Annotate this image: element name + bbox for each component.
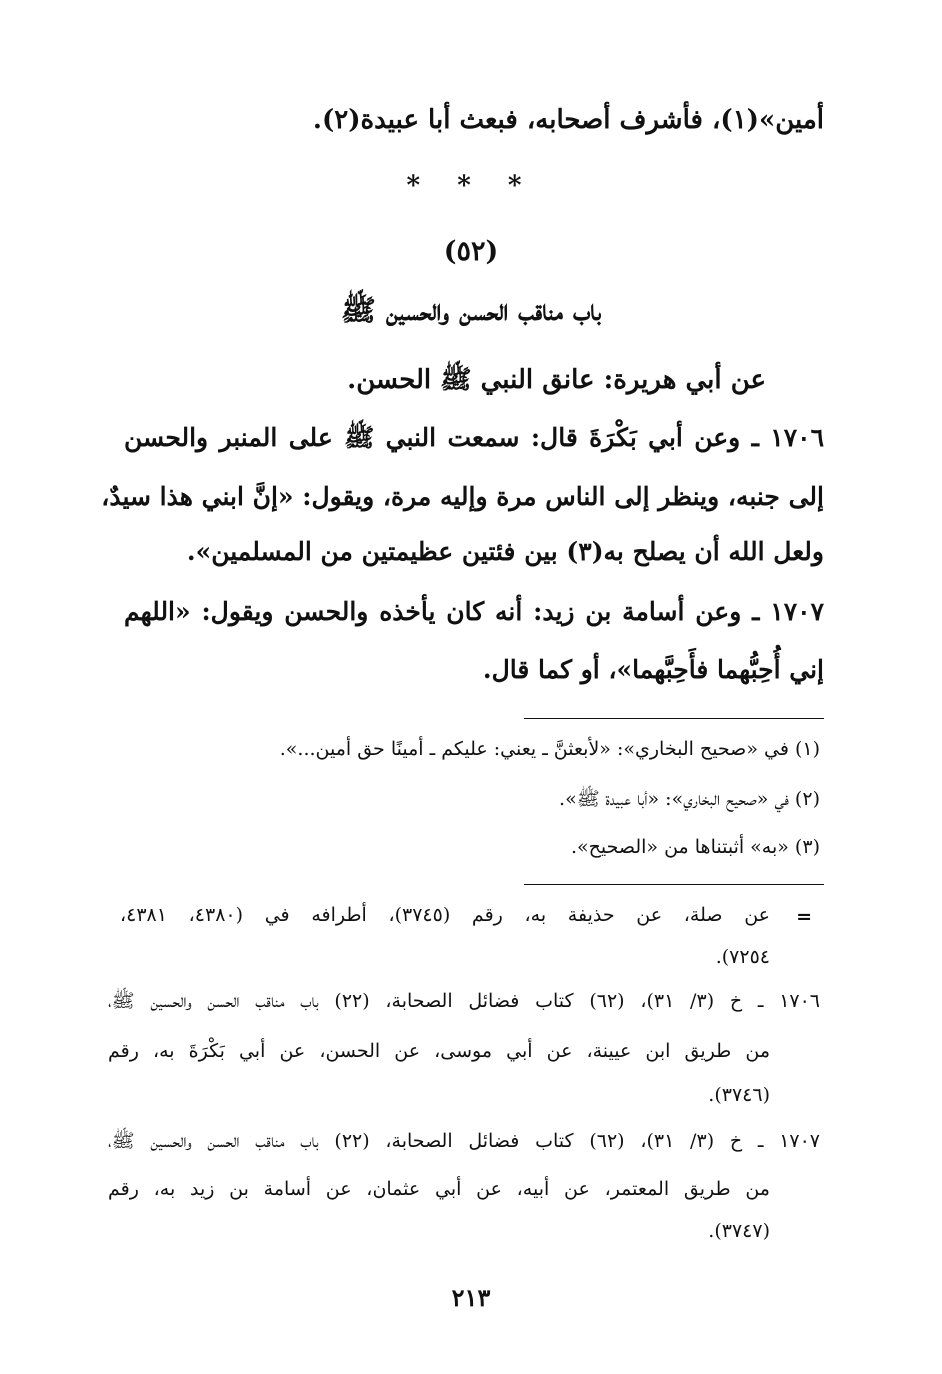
carryover-line: أمين»(١)، فأشرف أصحابه، فبعث أبا عبيدة(٢). [312,105,824,135]
takhrij-line: (٣٧٤٦). [708,1084,770,1106]
hadith-line: ١٧٠٧ ـ وعن أسامة بن زيد: أنه كان يأخذه والحسن ويقول: «اللهم [124,597,824,626]
takhrij-line: (٣٧٤٧). [708,1220,770,1242]
intro-hadith: عن أبي هريرة: عانق النبي ﷺ الحسن. [347,365,766,395]
footnote-2: (٢) في «صحيح البخاري»: «أبا عبيدة ﷺ». [559,788,820,810]
takhrij-line: عن صلة، عن حذيفة به، رقم (٣٧٤٥)، أطرافه في (٤٣٨٠، ٤٣٨١، [120,904,771,926]
page-number: ٢١٣ [451,1283,491,1312]
footnote-3: (٣) «به» أثبتناها من «الصحيح». [570,836,820,858]
takhrij-line: ١٧٠٦ ـ خ (٣/ ٣١)، (٦٢) كتاب فضائل الصحابة، (٢٢) باب مناقب الحسن والحسين ﷺ، [108,990,821,1012]
continuation-marker: = [796,906,812,928]
hadith-line: ١٧٠٦ ـ وعن أبي بَكْرَةَ قال: سمعت النبي ﷺ على المنبر والحسن [124,423,824,452]
footnote-1: (١) في «صحيح البخاري»: «لأبعثنَّ ـ يعني: عليكم ـ أمينًا حق أمين...». [279,738,820,760]
takhrij-line: من طريق ابن عيينة، عن أبي موسى، عن الحسن، عن أبي بَكْرَةَ به، رقم [108,1040,770,1062]
hadith-line: إني أُحِبُّهما فأَحِبَّهما»، أو كما قال. [482,655,824,684]
hadith-line: إلى جنبه، وينظر إلى الناس مرة وإليه مرة، ويقول: «إنَّ ابني هذا سيدٌ، [101,482,824,511]
footnote-rule [524,718,824,719]
takhrij-line: ٧٢٥٤). [715,946,770,968]
takhrij-rule [524,884,824,885]
takhrij-line: من طريق المعتمر، عن أبيه، عن أبي عثمان، عن أسامة بن زيد به، رقم [108,1178,770,1200]
hadith-line: ولعل الله أن يصلح به(٣) بين فئتين عظيمتين من المسلمين». [186,537,824,566]
section-separator: * * * [406,171,536,201]
chapter-number: (٥٢) [443,236,499,267]
takhrij-line: ١٧٠٧ ـ خ (٣/ ٣١)، (٦٢) كتاب فضائل الصحابة، (٢٢) باب مناقب الحسن والحسين ﷺ، [108,1130,821,1152]
chapter-title: باب مناقب الحسن والحسين ﷺ [340,293,602,327]
